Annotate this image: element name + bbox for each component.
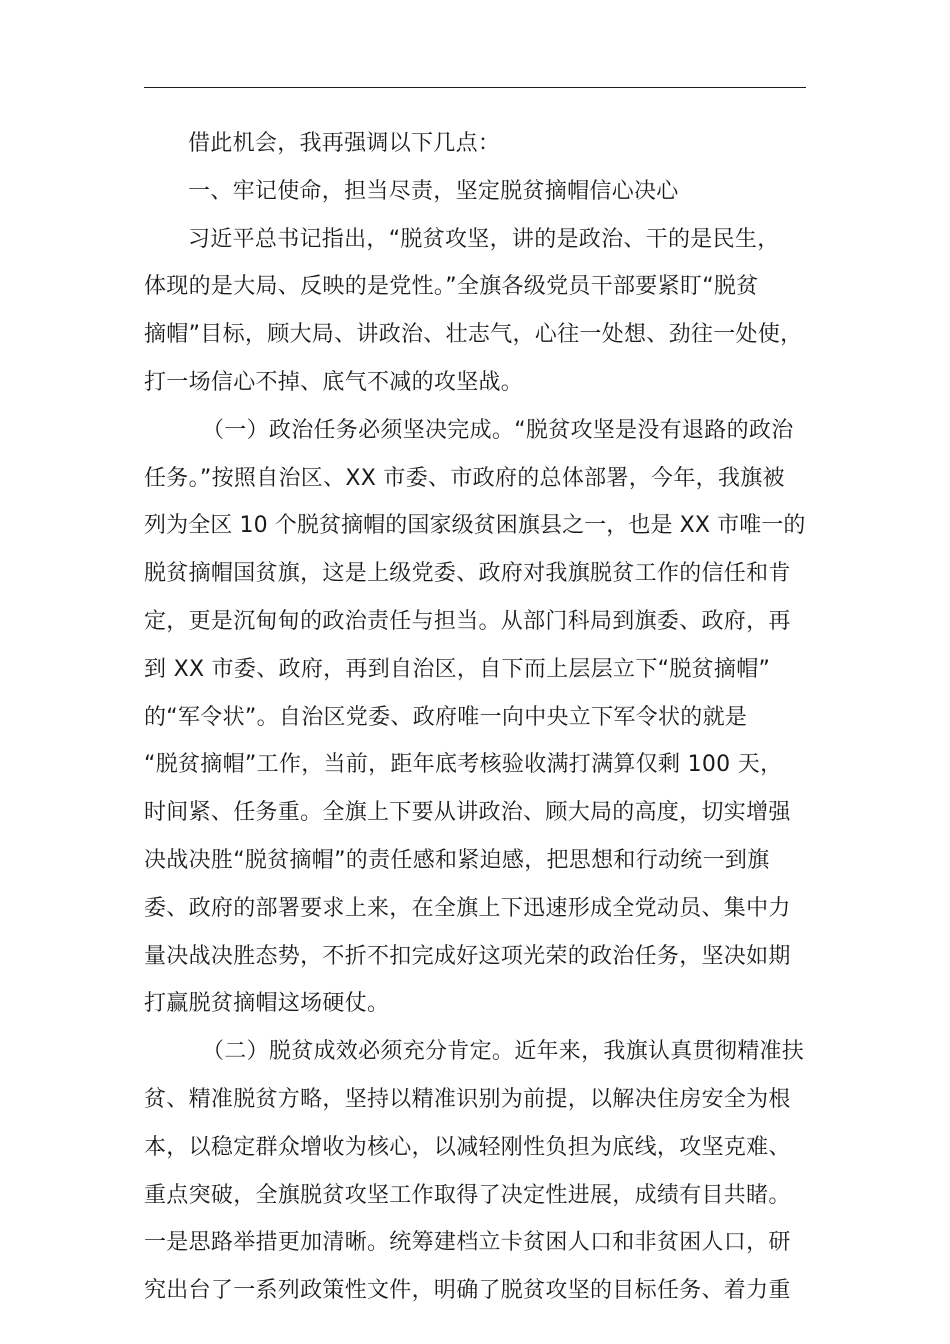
text-line: 的“军令状”。自治区党委、政府唯一向中央立下军令状的就是: [144, 704, 748, 730]
text-line: 委、政府的部署要求上来，在全旗上下迅速形成全党动员、集中力: [144, 895, 791, 921]
text-line: （二）脱贫成效必须充分肯定。近年来，我旗认真贯彻精准扶: [202, 1039, 805, 1065]
text-line: 时间紧、任务重。全旗上下要从讲政治、顾大局的高度，切实增强: [144, 800, 791, 826]
header-rule: [144, 87, 806, 88]
text-line: 一是思路举措更加清晰。统筹建档立卡贫困人口和非贫困人口，研: [144, 1230, 791, 1256]
text-line: （一）政治任务必须坚决完成。“脱贫攻坚是没有退路的政治: [202, 417, 794, 443]
text-line: 定，更是沉甸甸的政治责任与担当。从部门科局到旗委、政府，再: [144, 608, 791, 634]
text-line: 重点突破，全旗脱贫攻坚工作取得了决定性进展，成绩有目共睹。: [144, 1182, 791, 1208]
text-line: 量决战决胜态势，不折不扣完成好这项光荣的政治任务，坚决如期: [144, 943, 791, 969]
text-line: 摘帽”目标，顾大局、讲政治、壮志气，心往一处想、劲往一处使，: [144, 322, 803, 348]
text-line: 贫、精准脱贫方略，坚持以精准识别为前提，以解决住房安全为根: [144, 1086, 791, 1112]
text-line: 到 XX 市委、政府，再到自治区，自下而上层层立下“脱贫摘帽”: [144, 656, 771, 682]
text-line: 任务。”按照自治区、XX 市委、市政府的总体部署，今年，我旗被: [144, 465, 785, 491]
text-line: 决战决胜“脱贫摘帽”的责任感和紧迫感，把思想和行动统一到旗: [144, 847, 770, 873]
text-line: 本，以稳定群众增收为核心，以减轻刚性负担为底线，攻坚克难、: [144, 1134, 791, 1160]
text-line: 体现的是大局、反映的是党性。”全旗各级党员干部要紧盯“脱贫: [144, 274, 759, 300]
text-line: 脱贫摘帽国贫旗，这是上级党委、政府对我旗脱贫工作的信任和肯: [144, 561, 791, 587]
text-line: 究出台了一系列政策性文件，明确了脱贫攻坚的目标任务、着力重: [144, 1278, 791, 1304]
document-body: [144, 120, 806, 1315]
text-line: 借此机会，我再强调以下几点：: [188, 131, 501, 156]
text-line: 打一场信心不掉、底气不减的攻坚战。: [144, 369, 524, 395]
text-line: 一、牢记使命，担当尽责，坚定脱贫摘帽信心决心: [188, 178, 679, 204]
text-line: 习近平总书记指出，“脱贫攻坚，讲的是政治、干的是民生，: [188, 226, 780, 252]
text-line: “脱贫摘帽”工作，当前，距年底考核验收满打满算仅剩 100 天，: [144, 752, 783, 778]
text-line: 打赢脱贫摘帽这场硬仗。: [144, 991, 390, 1017]
text-line: 列为全区 10 个脱贫摘帽的国家级贫困旗县之一，也是 XX 市唯一的: [144, 513, 806, 539]
